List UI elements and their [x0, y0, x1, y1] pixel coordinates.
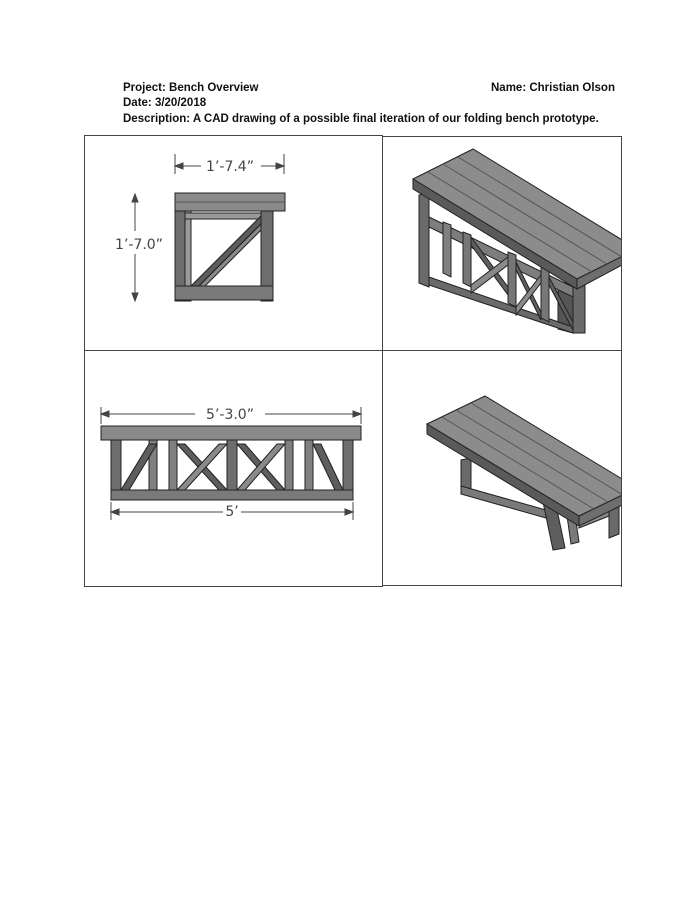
project-label: Project: Bench Overview — [123, 82, 259, 94]
side-height-label: 1’-7.0” — [115, 237, 163, 253]
description-label: Description: A CAD drawing of a possible final iteration of our folding bench prototype. — [123, 113, 599, 125]
author-name: Name: Christian Olson — [491, 82, 615, 94]
isometric-view-folded-panel — [383, 352, 621, 585]
side-width-label: 1’-7.4” — [206, 159, 254, 175]
date-label: Date: 3/20/2018 — [123, 97, 207, 109]
side-view-panel — [85, 136, 381, 350]
isometric-view-top-panel — [383, 137, 621, 350]
front-frame-label: 5’ — [225, 504, 239, 520]
front-view-panel — [85, 352, 381, 586]
front-overall-label: 5’-3.0” — [206, 407, 254, 423]
